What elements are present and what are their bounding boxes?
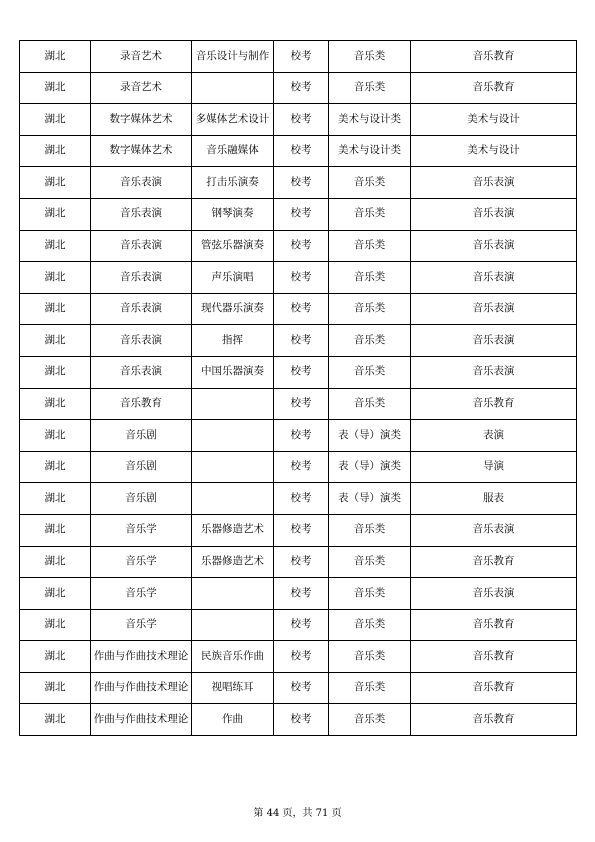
admissions-table bbox=[19, 40, 577, 736]
major-cell: 作曲与作曲技术理论 bbox=[91, 704, 192, 736]
direction-cell: 乐器修造艺术 bbox=[192, 546, 274, 578]
exam-type-cell: 校考 bbox=[274, 514, 329, 546]
direction-cell: 现代器乐演奏 bbox=[192, 293, 274, 325]
exam-type-cell: 校考 bbox=[274, 578, 329, 610]
category-cell: 音乐类 bbox=[329, 388, 411, 420]
province-cell: 湖北 bbox=[20, 72, 91, 104]
category-cell: 音乐类 bbox=[329, 704, 411, 736]
province-cell: 湖北 bbox=[20, 262, 91, 294]
province-cell: 湖北 bbox=[20, 356, 91, 388]
major-cell: 录音艺术 bbox=[91, 72, 192, 104]
major-cell: 作曲与作曲技术理论 bbox=[91, 641, 192, 673]
exam-type-cell: 校考 bbox=[274, 104, 329, 136]
province-cell: 湖北 bbox=[20, 672, 91, 704]
exam-subject-cell: 音乐教育 bbox=[411, 609, 577, 641]
category-cell: 音乐类 bbox=[329, 72, 411, 104]
province-cell: 湖北 bbox=[20, 704, 91, 736]
major-cell: 音乐剧 bbox=[91, 420, 192, 452]
table-row bbox=[20, 641, 577, 673]
table-row bbox=[20, 198, 577, 230]
table-row bbox=[20, 135, 577, 167]
direction-cell: 作曲 bbox=[192, 704, 274, 736]
province-cell: 湖北 bbox=[20, 388, 91, 420]
province-cell: 湖北 bbox=[20, 198, 91, 230]
table-row bbox=[20, 672, 577, 704]
direction-cell bbox=[192, 451, 274, 483]
major-cell: 数字媒体艺术 bbox=[91, 104, 192, 136]
exam-type-cell: 校考 bbox=[274, 704, 329, 736]
province-cell: 湖北 bbox=[20, 483, 91, 515]
exam-subject-cell: 音乐表演 bbox=[411, 293, 577, 325]
table-row bbox=[20, 388, 577, 420]
direction-cell: 多媒体艺术设计 bbox=[192, 104, 274, 136]
category-cell: 表（导）演类 bbox=[329, 483, 411, 515]
exam-subject-cell: 音乐表演 bbox=[411, 167, 577, 199]
direction-cell: 音乐设计与制作 bbox=[192, 41, 274, 73]
direction-cell: 视唱练耳 bbox=[192, 672, 274, 704]
major-cell: 音乐学 bbox=[91, 514, 192, 546]
direction-cell: 音乐融媒体 bbox=[192, 135, 274, 167]
category-cell: 音乐类 bbox=[329, 230, 411, 262]
category-cell: 音乐类 bbox=[329, 198, 411, 230]
exam-subject-cell: 音乐表演 bbox=[411, 230, 577, 262]
direction-cell: 管弦乐器演奏 bbox=[192, 230, 274, 262]
category-cell: 表（导）演类 bbox=[329, 451, 411, 483]
exam-subject-cell: 音乐表演 bbox=[411, 198, 577, 230]
category-cell: 音乐类 bbox=[329, 356, 411, 388]
exam-type-cell: 校考 bbox=[274, 641, 329, 673]
exam-subject-cell: 音乐表演 bbox=[411, 262, 577, 294]
table-row bbox=[20, 293, 577, 325]
province-cell: 湖北 bbox=[20, 135, 91, 167]
category-cell: 音乐类 bbox=[329, 41, 411, 73]
major-cell: 作曲与作曲技术理论 bbox=[91, 672, 192, 704]
table-row bbox=[20, 104, 577, 136]
major-cell: 录音艺术 bbox=[91, 41, 192, 73]
direction-cell bbox=[192, 578, 274, 610]
direction-cell: 乐器修造艺术 bbox=[192, 514, 274, 546]
exam-subject-cell: 音乐表演 bbox=[411, 325, 577, 357]
exam-type-cell: 校考 bbox=[274, 135, 329, 167]
table-row bbox=[20, 41, 577, 73]
direction-cell: 民族音乐作曲 bbox=[192, 641, 274, 673]
major-cell: 音乐学 bbox=[91, 546, 192, 578]
direction-cell bbox=[192, 72, 274, 104]
direction-cell bbox=[192, 483, 274, 515]
exam-subject-cell: 音乐教育 bbox=[411, 641, 577, 673]
province-cell: 湖北 bbox=[20, 167, 91, 199]
exam-subject-cell: 音乐教育 bbox=[411, 41, 577, 73]
province-cell: 湖北 bbox=[20, 641, 91, 673]
exam-type-cell: 校考 bbox=[274, 262, 329, 294]
exam-type-cell: 校考 bbox=[274, 167, 329, 199]
category-cell: 美术与设计类 bbox=[329, 135, 411, 167]
major-cell: 音乐教育 bbox=[91, 388, 192, 420]
exam-type-cell: 校考 bbox=[274, 230, 329, 262]
direction-cell bbox=[192, 609, 274, 641]
province-cell: 湖北 bbox=[20, 578, 91, 610]
exam-subject-cell: 美术与设计 bbox=[411, 135, 577, 167]
province-cell: 湖北 bbox=[20, 609, 91, 641]
direction-cell: 中国乐器演奏 bbox=[192, 356, 274, 388]
exam-subject-cell: 美术与设计 bbox=[411, 104, 577, 136]
exam-subject-cell: 音乐教育 bbox=[411, 704, 577, 736]
table-row bbox=[20, 325, 577, 357]
direction-cell: 钢琴演奏 bbox=[192, 198, 274, 230]
exam-type-cell: 校考 bbox=[274, 609, 329, 641]
exam-subject-cell: 音乐表演 bbox=[411, 578, 577, 610]
page-number: 第 44 页，共 71 页 bbox=[253, 808, 342, 819]
exam-subject-cell: 表演 bbox=[411, 420, 577, 452]
major-cell: 音乐表演 bbox=[91, 356, 192, 388]
province-cell: 湖北 bbox=[20, 293, 91, 325]
exam-subject-cell: 音乐表演 bbox=[411, 514, 577, 546]
category-cell: 音乐类 bbox=[329, 641, 411, 673]
direction-cell: 打击乐演奏 bbox=[192, 167, 274, 199]
category-cell: 音乐类 bbox=[329, 672, 411, 704]
province-cell: 湖北 bbox=[20, 420, 91, 452]
category-cell: 音乐类 bbox=[329, 167, 411, 199]
category-cell: 音乐类 bbox=[329, 609, 411, 641]
province-cell: 湖北 bbox=[20, 104, 91, 136]
category-cell: 表（导）演类 bbox=[329, 420, 411, 452]
major-cell: 音乐表演 bbox=[91, 293, 192, 325]
direction-cell bbox=[192, 388, 274, 420]
table-row bbox=[20, 356, 577, 388]
exam-subject-cell: 音乐教育 bbox=[411, 546, 577, 578]
exam-type-cell: 校考 bbox=[274, 72, 329, 104]
category-cell: 音乐类 bbox=[329, 325, 411, 357]
table-row bbox=[20, 514, 577, 546]
direction-cell bbox=[192, 420, 274, 452]
province-cell: 湖北 bbox=[20, 514, 91, 546]
major-cell: 音乐表演 bbox=[91, 325, 192, 357]
province-cell: 湖北 bbox=[20, 546, 91, 578]
table-row bbox=[20, 262, 577, 294]
table-row bbox=[20, 546, 577, 578]
table-row bbox=[20, 483, 577, 515]
exam-type-cell: 校考 bbox=[274, 325, 329, 357]
major-cell: 音乐剧 bbox=[91, 451, 192, 483]
exam-type-cell: 校考 bbox=[274, 420, 329, 452]
exam-type-cell: 校考 bbox=[274, 672, 329, 704]
table-row bbox=[20, 420, 577, 452]
table-row bbox=[20, 609, 577, 641]
category-cell: 音乐类 bbox=[329, 578, 411, 610]
major-cell: 音乐表演 bbox=[91, 230, 192, 262]
major-cell: 音乐学 bbox=[91, 609, 192, 641]
exam-subject-cell: 音乐教育 bbox=[411, 388, 577, 420]
category-cell: 音乐类 bbox=[329, 262, 411, 294]
province-cell: 湖北 bbox=[20, 230, 91, 262]
exam-subject-cell: 音乐教育 bbox=[411, 672, 577, 704]
province-cell: 湖北 bbox=[20, 41, 91, 73]
major-cell: 音乐剧 bbox=[91, 483, 192, 515]
category-cell: 音乐类 bbox=[329, 546, 411, 578]
table-row bbox=[20, 167, 577, 199]
exam-subject-cell: 音乐教育 bbox=[411, 72, 577, 104]
table-row bbox=[20, 704, 577, 736]
major-cell: 数字媒体艺术 bbox=[91, 135, 192, 167]
province-cell: 湖北 bbox=[20, 325, 91, 357]
exam-type-cell: 校考 bbox=[274, 41, 329, 73]
direction-cell: 指挥 bbox=[192, 325, 274, 357]
exam-subject-cell: 导演 bbox=[411, 451, 577, 483]
table-row bbox=[20, 578, 577, 610]
exam-type-cell: 校考 bbox=[274, 483, 329, 515]
major-cell: 音乐表演 bbox=[91, 198, 192, 230]
exam-type-cell: 校考 bbox=[274, 451, 329, 483]
exam-type-cell: 校考 bbox=[274, 293, 329, 325]
category-cell: 音乐类 bbox=[329, 514, 411, 546]
category-cell: 美术与设计类 bbox=[329, 104, 411, 136]
table-body bbox=[20, 41, 577, 736]
table-row bbox=[20, 72, 577, 104]
direction-cell: 声乐演唱 bbox=[192, 262, 274, 294]
exam-type-cell: 校考 bbox=[274, 198, 329, 230]
exam-subject-cell: 音乐表演 bbox=[411, 356, 577, 388]
major-cell: 音乐表演 bbox=[91, 167, 192, 199]
table-row bbox=[20, 451, 577, 483]
category-cell: 音乐类 bbox=[329, 293, 411, 325]
table-row bbox=[20, 230, 577, 262]
exam-type-cell: 校考 bbox=[274, 546, 329, 578]
exam-type-cell: 校考 bbox=[274, 356, 329, 388]
major-cell: 音乐学 bbox=[91, 578, 192, 610]
exam-subject-cell: 服表 bbox=[411, 483, 577, 515]
exam-type-cell: 校考 bbox=[274, 388, 329, 420]
major-cell: 音乐表演 bbox=[91, 262, 192, 294]
province-cell: 湖北 bbox=[20, 451, 91, 483]
